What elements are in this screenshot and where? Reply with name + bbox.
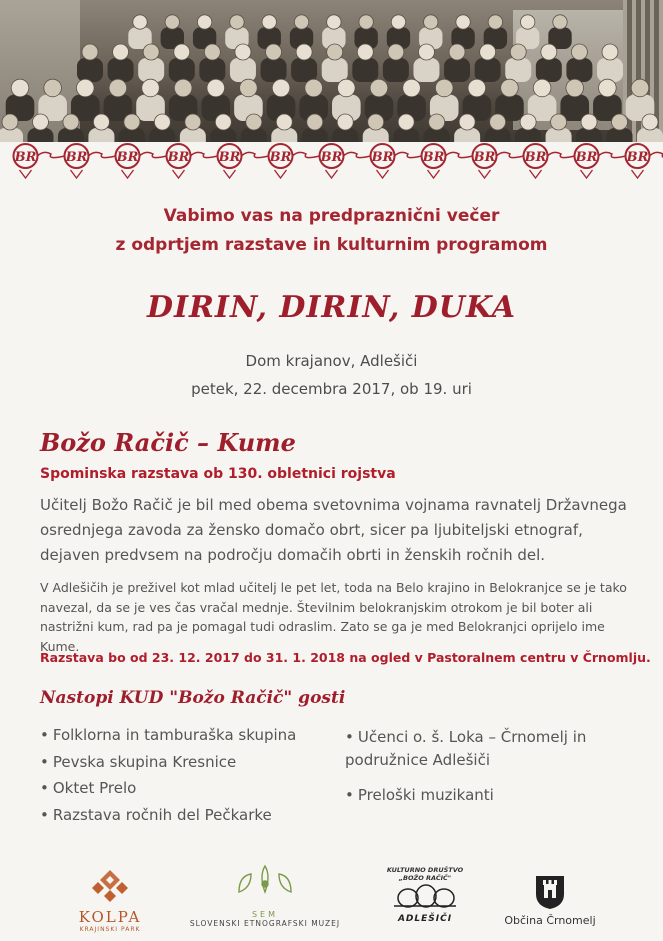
child-head <box>165 15 179 29</box>
child-head <box>490 114 506 130</box>
border-drop <box>173 170 185 178</box>
br-monogram-text: BR <box>116 150 139 165</box>
border-drop <box>377 170 389 178</box>
child-head <box>2 114 18 130</box>
child-head <box>388 44 404 60</box>
child-head <box>403 79 421 97</box>
child-body <box>475 58 501 82</box>
child-head <box>359 15 373 29</box>
child-head <box>599 79 617 97</box>
performances-list-left <box>40 722 340 828</box>
border-drop <box>428 170 440 178</box>
border-drop <box>632 170 644 178</box>
child-body <box>413 58 439 82</box>
child-head <box>449 44 465 60</box>
child-head <box>368 114 384 130</box>
child-body <box>383 58 409 82</box>
br-monogram-text: BR <box>575 150 598 165</box>
performances-heading: Nastopi KUD "Božo Račič" gosti <box>40 688 346 708</box>
child-head <box>602 44 618 60</box>
child-head <box>235 44 251 60</box>
exhibition-paragraph-1: Učitelj Božo Račič je bil med obema svetovnima vojnama ravnatelj Državnega osrednjega zavoda za žensko domačo obrt, sicer pa ljubiteljski etnograf, dejaven predvsem na področju domačih obrti in ženskih ročnih del. <box>40 496 627 564</box>
bullet: • <box>40 752 49 771</box>
child-head <box>93 114 109 130</box>
child-head <box>185 114 201 130</box>
child-head <box>113 44 129 60</box>
venue-place: Dom krajanov, Adlešiči <box>245 352 418 370</box>
list-item: • Pevska skupina Kresnice <box>40 752 237 771</box>
bullet: • <box>345 728 354 746</box>
child-head <box>581 114 597 130</box>
border-drop <box>71 170 83 178</box>
list-item: • Folklorna in tamburaška skupina <box>40 726 297 744</box>
child-head <box>272 79 290 97</box>
child-head <box>276 114 292 130</box>
child-body <box>291 58 317 82</box>
child-head <box>197 15 211 29</box>
child-head <box>398 114 414 130</box>
child-head <box>109 79 127 97</box>
event-title: DIRIN, DIRIN, DUKA <box>146 290 517 325</box>
sem-name: SLOVENSKI ETNOGRAFSKI MUZEJ <box>189 919 341 928</box>
child-body <box>230 58 256 82</box>
child-head <box>631 79 649 97</box>
performances-list-right <box>345 726 625 809</box>
list-item: • Preloški muzikanti <box>345 786 494 804</box>
child-body <box>505 58 531 82</box>
child-head <box>305 79 323 97</box>
child-head <box>391 15 405 29</box>
br-monogram-text: BR <box>269 150 292 165</box>
child-head <box>44 79 62 97</box>
child-body <box>566 58 592 82</box>
child-head <box>418 44 434 60</box>
child-head <box>480 44 496 60</box>
child-head <box>357 44 373 60</box>
invitation-line-1: Vabimo vas na predpraznični večer <box>163 206 500 226</box>
bullet: • <box>40 779 49 797</box>
border-drop <box>224 170 236 178</box>
br-monogram-text: BR <box>422 150 445 165</box>
child-head <box>11 79 29 97</box>
child-head <box>468 79 486 97</box>
sem-logo <box>170 862 360 928</box>
obcina-logo <box>498 874 602 927</box>
border-drop <box>530 170 542 178</box>
br-monogram-text: BR <box>218 150 241 165</box>
child-head <box>551 114 567 130</box>
child-head <box>266 44 282 60</box>
child-body <box>169 58 195 82</box>
child-head <box>133 15 147 29</box>
child-head <box>204 44 220 60</box>
kolpa-sub: KRAJINSKI PARK <box>79 926 141 933</box>
child-head <box>63 114 79 130</box>
br-monogram-text: BR <box>626 150 649 165</box>
child-body <box>352 58 378 82</box>
coat-of-arms-icon <box>534 874 566 910</box>
child-head <box>327 44 343 60</box>
child-head <box>215 114 231 130</box>
child-head <box>124 114 140 130</box>
child-head <box>32 114 48 130</box>
child-head <box>533 79 551 97</box>
exhibition-subheading: Spominska razstava ob 130. obletnici rojstva <box>40 466 396 482</box>
child-head <box>230 15 244 29</box>
class-photo-figures <box>0 0 663 150</box>
child-head <box>520 114 536 130</box>
border-drop <box>326 170 338 178</box>
invitation-line-2: z odprtjem razstave in kulturnim programom <box>115 235 548 255</box>
kud-top-1: KULTURNO DRUŠTVO <box>386 866 464 874</box>
child-head <box>510 44 526 60</box>
child-body <box>108 58 134 82</box>
child-head <box>571 44 587 60</box>
child-head <box>553 15 567 29</box>
exhibition-paragraph-2: V Adlešičih je preživel kot mlad učitelj le pet let, toda na Belo krajino in Belokranjce se je tako navezal, da se je ves čas vračal mednje. Številnim belokranjskim otrokom je bil boter ali nastrižni kum, rad pa je pomagal tudi odraslim. Zato se ga je med Belokranjci oprijelo ime Kume. <box>40 580 627 654</box>
child-head <box>142 79 160 97</box>
child-head <box>501 79 519 97</box>
child-head <box>566 79 584 97</box>
border-drop <box>20 170 32 178</box>
list-item: • Oktet Prelo <box>40 779 137 797</box>
child-body <box>322 58 348 82</box>
kolpa-name: KOLPA <box>78 908 142 926</box>
child-head <box>338 79 356 97</box>
child-head <box>370 79 388 97</box>
child-body <box>77 58 103 82</box>
child-head <box>327 15 341 29</box>
kolpa-emblem-icon <box>90 868 130 904</box>
child-head <box>240 79 258 97</box>
list-item: • Razstava ročnih del Pečkarke <box>40 805 272 824</box>
child-head <box>307 114 323 130</box>
bullet: • <box>40 805 49 824</box>
child-head <box>76 79 94 97</box>
child-head <box>154 114 170 130</box>
border-drop <box>275 170 287 178</box>
header-photo <box>0 0 663 150</box>
child-head <box>82 44 98 60</box>
br-monogram-text: BR <box>473 150 496 165</box>
child-body <box>199 58 225 82</box>
sem-emblem-icon <box>225 862 305 906</box>
child-head <box>246 114 262 130</box>
child-head <box>456 15 470 29</box>
border-drop <box>122 170 134 178</box>
child-head <box>143 44 159 60</box>
kud-logo <box>383 866 467 924</box>
kud-top-2: „BOŽO RAČIČ" <box>398 874 452 882</box>
border-drop <box>479 170 491 178</box>
exhibition-dates: Razstava bo od 23. 12. 2017 do 31. 1. 2018 na ogled v Pastoralnem centru v Črnomlju. <box>40 650 651 665</box>
exhibition-heading: Božo Račič – Kume <box>40 428 296 457</box>
child-body <box>444 58 470 82</box>
child-head <box>174 44 190 60</box>
child-body <box>138 58 164 82</box>
child-body <box>261 58 287 82</box>
br-monogram-text: BR <box>167 150 190 165</box>
br-monogram-text: BR <box>524 150 547 165</box>
venue-date: petek, 22. decembra 2017, ob 19. uri <box>191 380 472 398</box>
sem-letters: SEM <box>251 910 279 919</box>
child-body <box>597 58 623 82</box>
child-body <box>536 58 562 82</box>
child-head <box>337 114 353 130</box>
kud-bottom: ADLEŠIČI <box>397 914 453 924</box>
kolpa-logo <box>70 868 150 933</box>
child-head <box>296 44 312 60</box>
child-head <box>642 114 658 130</box>
br-monogram-text: BR <box>65 150 88 165</box>
br-monogram-text: BR <box>371 150 394 165</box>
br-monogram-text: BR <box>320 150 343 165</box>
child-head <box>424 15 438 29</box>
obcina-name: Občina Črnomelj <box>504 914 596 927</box>
list-item: • Učenci o. š. Loka – Črnomelj in podružnice Adlešiči <box>345 728 587 769</box>
bullet: • <box>345 786 354 804</box>
ornament-border <box>0 142 663 182</box>
child-head <box>520 15 534 29</box>
border-drop <box>581 170 593 178</box>
child-head <box>174 79 192 97</box>
child-head <box>541 44 557 60</box>
child-head <box>488 15 502 29</box>
child-head <box>429 114 445 130</box>
bullet: • <box>40 726 49 744</box>
child-head <box>207 79 225 97</box>
kud-emblem-icon <box>390 882 460 910</box>
child-head <box>435 79 453 97</box>
child-head <box>612 114 628 130</box>
child-head <box>459 114 475 130</box>
child-head <box>294 15 308 29</box>
child-head <box>262 15 276 29</box>
br-monogram-text: BR <box>14 150 37 165</box>
